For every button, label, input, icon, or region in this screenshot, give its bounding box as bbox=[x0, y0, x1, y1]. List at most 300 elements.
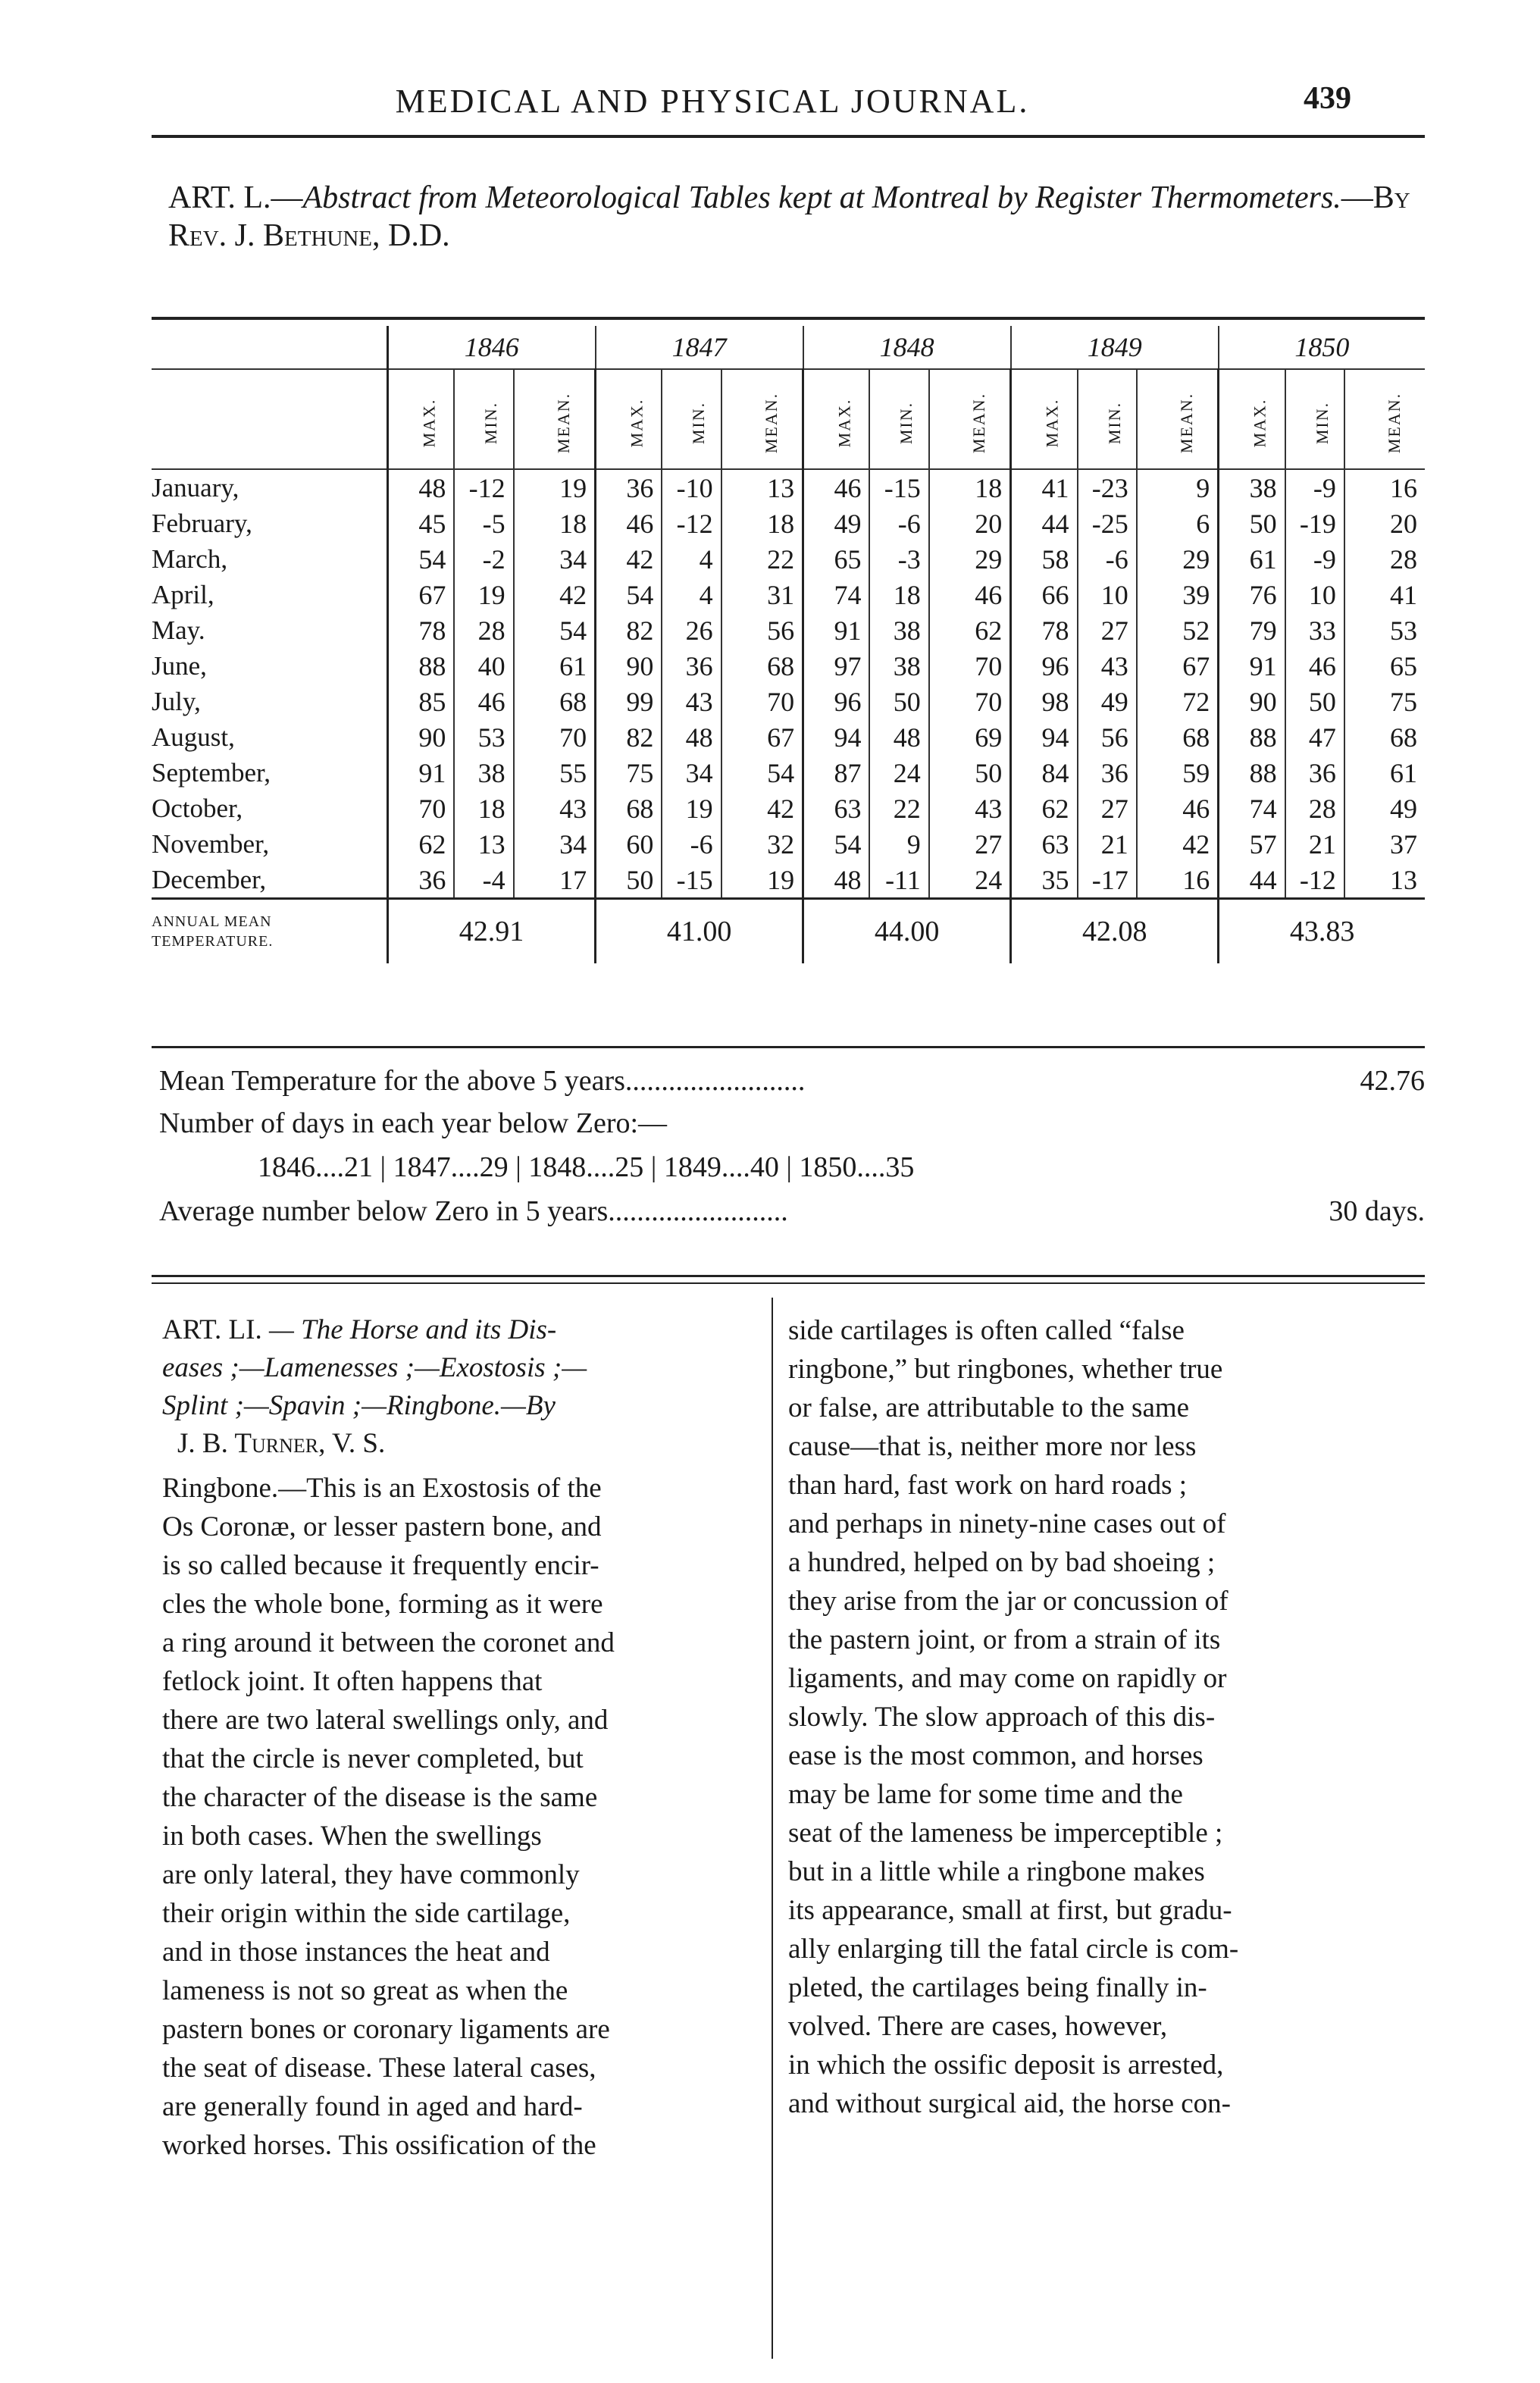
temperature-cell: -2 bbox=[454, 541, 513, 577]
temperature-cell: -6 bbox=[1078, 541, 1137, 577]
temperature-cell: 36 bbox=[662, 648, 721, 684]
annual-mean-value: 42.91 bbox=[388, 899, 596, 964]
subheader-min: MIN. bbox=[1312, 401, 1332, 445]
temperature-cell: -23 bbox=[1078, 469, 1137, 506]
text-line: Ringbone.—This is an Exostosis of the bbox=[162, 1473, 602, 1504]
month-label: March, bbox=[152, 541, 388, 577]
month-label: April, bbox=[152, 577, 388, 612]
table-corner bbox=[152, 326, 388, 369]
temperature-cell: 45 bbox=[388, 506, 455, 541]
text-line: in which the ossific deposit is arrested, bbox=[788, 2050, 1224, 2081]
temperature-cell: 39 bbox=[1137, 577, 1219, 612]
text-line: their origin within the side cartilage, bbox=[162, 1898, 571, 1929]
text-line: its appearance, small at first, but gradu- bbox=[788, 1895, 1232, 1926]
temperature-cell: 69 bbox=[929, 719, 1011, 755]
right-column bbox=[788, 1311, 1417, 2123]
temperature-cell: 68 bbox=[1390, 722, 1417, 753]
temperature-cell: 67 bbox=[388, 577, 455, 612]
temperature-cell: 44 bbox=[1219, 862, 1285, 899]
temperature-cell: 41 bbox=[1390, 579, 1417, 610]
temperature-cell: 91 bbox=[1219, 648, 1285, 684]
temperature-cell: -10 bbox=[662, 469, 721, 506]
month-row bbox=[152, 791, 1425, 826]
month-label: August, bbox=[152, 719, 388, 755]
subheader-row bbox=[152, 369, 1425, 469]
month-label: June, bbox=[152, 648, 388, 684]
temperature-cell: 18 bbox=[454, 791, 513, 826]
temperature-cell: 38 bbox=[869, 648, 928, 684]
average-below-zero-value: 30 days. bbox=[1329, 1195, 1425, 1227]
year-header: 1850 bbox=[1219, 326, 1425, 369]
temperature-cell: 76 bbox=[1219, 577, 1285, 612]
annual-mean-value: 42.08 bbox=[1011, 899, 1219, 964]
temperature-cell: 41 bbox=[1011, 469, 1078, 506]
month-row bbox=[152, 469, 1425, 506]
temperature-cell: 46 bbox=[1137, 791, 1219, 826]
temperature-cell: 96 bbox=[803, 684, 870, 719]
temperature-cell: 54 bbox=[596, 577, 662, 612]
meteorological-table bbox=[152, 326, 1425, 963]
subheader-mean: MEAN. bbox=[969, 392, 989, 454]
temperature-cell: 61 bbox=[514, 648, 596, 684]
temperature-cell: 27 bbox=[1078, 791, 1137, 826]
temperature-cell: 98 bbox=[1011, 684, 1078, 719]
temperature-cell: 4 bbox=[662, 541, 721, 577]
temperature-cell: 70 bbox=[929, 648, 1011, 684]
temperature-cell: 47 bbox=[1285, 719, 1344, 755]
temperature-cell: 75 bbox=[596, 755, 662, 791]
temperature-cell: 34 bbox=[662, 755, 721, 791]
temperature-cell: 29 bbox=[1137, 541, 1219, 577]
temperature-cell: 34 bbox=[514, 541, 596, 577]
temperature-cell: 49 bbox=[1078, 684, 1137, 719]
temperature-cell: 97 bbox=[803, 648, 870, 684]
month-label: July, bbox=[152, 684, 388, 719]
average-below-zero-line: Average number below Zero in 5 years......................... 30 days. bbox=[159, 1195, 1425, 1227]
temperature-cell: -6 bbox=[869, 506, 928, 541]
temperature-cell: 43 bbox=[514, 791, 596, 826]
temperature-cell: 94 bbox=[1011, 719, 1078, 755]
text-line: in both cases. When the swellings bbox=[162, 1821, 542, 1852]
year-header: 1848 bbox=[803, 326, 1011, 369]
temperature-cell: 16 bbox=[1137, 862, 1219, 899]
temperature-cell: 34 bbox=[514, 826, 596, 862]
temperature-cell: 46 bbox=[929, 577, 1011, 612]
text-line: worked horses. This ossification of the bbox=[162, 2130, 596, 2161]
temperature-cell: 91 bbox=[388, 755, 455, 791]
temperature-cell: 54 bbox=[514, 612, 596, 648]
temperature-cell: 27 bbox=[929, 826, 1011, 862]
text-line: side cartilages is often called “false bbox=[788, 1315, 1185, 1346]
temperature-cell: -4 bbox=[454, 862, 513, 899]
month-row bbox=[152, 862, 1425, 899]
temperature-cell: 53 bbox=[454, 719, 513, 755]
temperature-cell: 53 bbox=[1390, 615, 1417, 646]
temperature-cell: 91 bbox=[803, 612, 870, 648]
temperature-cell: 46 bbox=[1285, 648, 1344, 684]
temperature-cell: 42 bbox=[514, 577, 596, 612]
text-line: ally enlarging till the fatal circle is com- bbox=[788, 1934, 1239, 1965]
temperature-cell: 28 bbox=[454, 612, 513, 648]
temperature-cell: 18 bbox=[869, 577, 928, 612]
text-line: than hard, fast work on hard roads ; bbox=[788, 1470, 1188, 1501]
temperature-cell: 82 bbox=[596, 719, 662, 755]
temperature-cell: 6 bbox=[1137, 506, 1219, 541]
temperature-cell: 58 bbox=[1011, 541, 1078, 577]
temperature-cell: 28 bbox=[1390, 543, 1417, 575]
temperature-cell: 48 bbox=[869, 719, 928, 755]
temperature-cell: 36 bbox=[596, 469, 662, 506]
temperature-cell: 48 bbox=[388, 469, 455, 506]
temperature-cell: -19 bbox=[1285, 506, 1344, 541]
subheader-min: MIN. bbox=[689, 401, 709, 445]
temperature-cell: 57 bbox=[1219, 826, 1285, 862]
temperature-cell: 31 bbox=[721, 577, 803, 612]
temperature-cell: 82 bbox=[596, 612, 662, 648]
temperature-cell: 54 bbox=[803, 826, 870, 862]
temperature-cell: 13 bbox=[721, 469, 803, 506]
temperature-cell: 65 bbox=[1390, 650, 1417, 681]
subheader-max: MAX. bbox=[834, 398, 854, 448]
temperature-cell: -12 bbox=[662, 506, 721, 541]
month-row bbox=[152, 577, 1425, 612]
text-line: pleted, the cartilages being finally in- bbox=[788, 1972, 1207, 2003]
month-rows bbox=[152, 469, 1425, 899]
temperature-cell: 42 bbox=[1137, 826, 1219, 862]
annual-mean-value: 44.00 bbox=[803, 899, 1011, 964]
temperature-cell: 60 bbox=[596, 826, 662, 862]
temperature-cell: 20 bbox=[929, 506, 1011, 541]
temperature-cell: 13 bbox=[454, 826, 513, 862]
text-line: lameness is not so great as when the bbox=[162, 1975, 568, 2006]
temperature-cell: -15 bbox=[662, 862, 721, 899]
text-line: are generally found in aged and hard- bbox=[162, 2091, 583, 2122]
temperature-cell: 50 bbox=[869, 684, 928, 719]
subheader-mean: MEAN. bbox=[761, 392, 781, 454]
temperature-cell: 38 bbox=[454, 755, 513, 791]
temperature-cell: 42 bbox=[596, 541, 662, 577]
temperature-cell: 38 bbox=[1219, 469, 1285, 506]
column-divider bbox=[772, 1298, 773, 2359]
article-50-byline: By Rev. J. Bethune, D.D. bbox=[168, 180, 1410, 253]
month-row bbox=[152, 506, 1425, 541]
temperature-cell: 28 bbox=[1285, 791, 1344, 826]
temperature-cell: 46 bbox=[803, 469, 870, 506]
days-below-zero-by-year: 1846....21 | 1847....29 | 1848....25 | 1849....40 | 1850....35 bbox=[258, 1151, 915, 1183]
temperature-cell: 63 bbox=[1011, 826, 1078, 862]
temperature-cell: 61 bbox=[1390, 757, 1417, 788]
year-header: 1847 bbox=[596, 326, 803, 369]
right-column-body bbox=[788, 1311, 1417, 2123]
temperature-cell: 68 bbox=[596, 791, 662, 826]
temperature-cell: 79 bbox=[1219, 612, 1285, 648]
annual-mean-row bbox=[152, 899, 1425, 964]
temperature-cell: 94 bbox=[803, 719, 870, 755]
text-line: pastern bones or coronary ligaments are bbox=[162, 2014, 610, 2045]
temperature-cell: 10 bbox=[1285, 577, 1344, 612]
temperature-cell: 66 bbox=[1011, 577, 1078, 612]
temperature-cell: -5 bbox=[454, 506, 513, 541]
temperature-cell: 90 bbox=[596, 648, 662, 684]
temperature-cell: 36 bbox=[1285, 755, 1344, 791]
temperature-cell: 46 bbox=[596, 506, 662, 541]
subheader-max: MAX. bbox=[1042, 398, 1062, 448]
text-line: and perhaps in ninety-nine cases out of bbox=[788, 1508, 1226, 1539]
temperature-cell: 72 bbox=[1137, 684, 1219, 719]
temperature-cell: 85 bbox=[388, 684, 455, 719]
article-50-heading: ART. L.—Abstract from Meteorological Tables kept at Montreal by Register Thermometers.—By Rev. J. Bethune, D.D. bbox=[168, 180, 1410, 253]
temperature-cell: 56 bbox=[1078, 719, 1137, 755]
month-row bbox=[152, 755, 1425, 791]
temperature-cell: 24 bbox=[869, 755, 928, 791]
temperature-cell: 49 bbox=[1390, 793, 1417, 824]
temperature-cell: 54 bbox=[721, 755, 803, 791]
section-rule-2 bbox=[152, 1282, 1425, 1284]
temperature-cell: 55 bbox=[514, 755, 596, 791]
temperature-cell: 68 bbox=[514, 684, 596, 719]
temperature-cell: 36 bbox=[1078, 755, 1137, 791]
temperature-cell: -6 bbox=[662, 826, 721, 862]
text-line: and in those instances the heat and bbox=[162, 1937, 550, 1968]
text-line: a hundred, helped on by bad shoeing ; bbox=[788, 1547, 1216, 1578]
temperature-cell: 87 bbox=[803, 755, 870, 791]
temperature-cell: 67 bbox=[721, 719, 803, 755]
temperature-cell: 48 bbox=[803, 862, 870, 899]
text-line: ease is the most common, and horses bbox=[788, 1740, 1204, 1771]
temperature-cell: 37 bbox=[1390, 828, 1417, 860]
year-header: 1849 bbox=[1011, 326, 1219, 369]
temperature-cell: 68 bbox=[721, 648, 803, 684]
subheader-mean: MEAN. bbox=[1384, 392, 1404, 454]
section-rule-1 bbox=[152, 1275, 1425, 1277]
temperature-cell: 9 bbox=[1137, 469, 1219, 506]
temperature-cell: 24 bbox=[929, 862, 1011, 899]
subheader-max: MAX. bbox=[1250, 398, 1269, 448]
text-line: slowly. The slow approach of this dis- bbox=[788, 1702, 1216, 1733]
table-bottom-rule bbox=[152, 1046, 1425, 1048]
temperature-cell: 19 bbox=[721, 862, 803, 899]
temperature-cell: -12 bbox=[1285, 862, 1344, 899]
text-line: may be lame for some time and the bbox=[788, 1779, 1183, 1810]
temperature-cell: 49 bbox=[803, 506, 870, 541]
temperature-cell: 19 bbox=[514, 469, 596, 506]
temperature-cell: 84 bbox=[1011, 755, 1078, 791]
annual-mean-value: 43.83 bbox=[1219, 899, 1425, 964]
temperature-cell: 44 bbox=[1011, 506, 1078, 541]
temperature-cell: 62 bbox=[1011, 791, 1078, 826]
temperature-cell: 22 bbox=[869, 791, 928, 826]
month-label: November, bbox=[152, 826, 388, 862]
temperature-cell: 78 bbox=[388, 612, 455, 648]
temperature-cell: 63 bbox=[803, 791, 870, 826]
month-label: May. bbox=[152, 612, 388, 648]
temperature-cell: 50 bbox=[1285, 684, 1344, 719]
temperature-cell: 26 bbox=[662, 612, 721, 648]
running-header-title: MEDICAL AND PHYSICAL JOURNAL. bbox=[395, 83, 1030, 120]
temperature-cell: 4 bbox=[662, 577, 721, 612]
subheader-max: MAX. bbox=[418, 398, 438, 448]
temperature-cell: 50 bbox=[596, 862, 662, 899]
temperature-cell: -12 bbox=[454, 469, 513, 506]
temperature-cell: 46 bbox=[454, 684, 513, 719]
temperature-cell: 65 bbox=[803, 541, 870, 577]
temperature-cell: 29 bbox=[929, 541, 1011, 577]
temperature-cell: 56 bbox=[721, 612, 803, 648]
temperature-cell: -17 bbox=[1078, 862, 1137, 899]
temperature-cell: 22 bbox=[721, 541, 803, 577]
temperature-cell: -9 bbox=[1285, 541, 1344, 577]
text-line: they arise from the jar or concussion of bbox=[788, 1586, 1229, 1617]
mean-temperature-value: 42.76 bbox=[1360, 1065, 1425, 1097]
temperature-cell: 21 bbox=[1078, 826, 1137, 862]
text-line: the pastern joint, or from a strain of its bbox=[788, 1624, 1221, 1655]
temperature-cell: 50 bbox=[1219, 506, 1285, 541]
temperature-cell: 78 bbox=[1011, 612, 1078, 648]
article-51-heading: ART. LI. — The Horse and its Dis- eases ;—Lamenesses ;—Exostosis ;— Splint ;—Spavin ;—Ringbone.—By J. B. Turner, V. S. bbox=[162, 1314, 587, 1459]
text-line: ringbone,” but ringbones, whether true bbox=[788, 1354, 1223, 1385]
temperature-cell: 33 bbox=[1285, 612, 1344, 648]
text-line: cles the whole bone, forming as it were bbox=[162, 1589, 603, 1620]
temperature-cell: 18 bbox=[721, 506, 803, 541]
temperature-cell: 18 bbox=[929, 469, 1011, 506]
temperature-cell: 27 bbox=[1078, 612, 1137, 648]
temperature-cell: 88 bbox=[1219, 719, 1285, 755]
annual-mean-label: ANNUAL MEAN TEMPERATURE. bbox=[152, 899, 388, 964]
month-row bbox=[152, 648, 1425, 684]
temperature-cell: 19 bbox=[662, 791, 721, 826]
temperature-cell: 38 bbox=[869, 612, 928, 648]
subheader-max: MAX. bbox=[626, 398, 646, 448]
month-row bbox=[152, 541, 1425, 577]
month-label: September, bbox=[152, 755, 388, 791]
subheader-mean: MEAN. bbox=[553, 392, 573, 454]
article-51-author: J. B. Turner, V. S. bbox=[177, 1428, 386, 1459]
text-line: or false, are attributable to the same bbox=[788, 1392, 1190, 1423]
text-line: ligaments, and may come on rapidly or bbox=[788, 1663, 1227, 1694]
temperature-cell: 20 bbox=[1390, 508, 1417, 539]
subheader-min: MIN. bbox=[897, 401, 916, 445]
article-50-label: ART. L. bbox=[168, 180, 271, 215]
text-line: cause—that is, neither more nor less bbox=[788, 1431, 1197, 1462]
temperature-cell: 96 bbox=[1011, 648, 1078, 684]
temperature-cell: 43 bbox=[1078, 648, 1137, 684]
temperature-cell: 9 bbox=[869, 826, 928, 862]
text-line: is so called because it frequently encir- bbox=[162, 1550, 599, 1581]
text-line: Os Coronæ, or lesser pastern bone, and bbox=[162, 1511, 602, 1542]
temperature-cell: 21 bbox=[1285, 826, 1344, 862]
month-label: February, bbox=[152, 506, 388, 541]
temperature-cell: 70 bbox=[388, 791, 455, 826]
temperature-cell: 67 bbox=[1137, 648, 1219, 684]
text-line: and without surgical aid, the horse con- bbox=[788, 2088, 1231, 2119]
temperature-cell: 90 bbox=[1219, 684, 1285, 719]
month-row bbox=[152, 684, 1425, 719]
temperature-cell: 62 bbox=[929, 612, 1011, 648]
year-header-row bbox=[152, 326, 1425, 369]
month-row bbox=[152, 719, 1425, 755]
text-line: that the circle is never completed, but bbox=[162, 1743, 584, 1774]
days-below-zero-label: Number of days in each year below Zero:— bbox=[159, 1107, 668, 1139]
temperature-cell: 50 bbox=[929, 755, 1011, 791]
month-row bbox=[152, 826, 1425, 862]
temperature-cell: 16 bbox=[1390, 472, 1417, 503]
text-line: there are two lateral swellings only, and bbox=[162, 1705, 609, 1736]
temperature-cell: -3 bbox=[869, 541, 928, 577]
table-top-rule bbox=[152, 317, 1425, 320]
temperature-cell: 75 bbox=[1390, 686, 1417, 717]
temperature-cell: -15 bbox=[869, 469, 928, 506]
temperature-cell: -11 bbox=[869, 862, 928, 899]
temperature-cell: 42 bbox=[721, 791, 803, 826]
month-label: October, bbox=[152, 791, 388, 826]
temperature-cell: 43 bbox=[662, 684, 721, 719]
text-line: are only lateral, they have commonly bbox=[162, 1859, 580, 1890]
temperature-cell: 59 bbox=[1137, 755, 1219, 791]
text-line: seat of the lameness be imperceptible ; bbox=[788, 1818, 1223, 1849]
text-line: but in a little while a ringbone makes bbox=[788, 1856, 1205, 1887]
temperature-cell: 10 bbox=[1078, 577, 1137, 612]
temperature-cell: 54 bbox=[388, 541, 455, 577]
temperature-cell: 74 bbox=[1219, 791, 1285, 826]
text-line: a ring around it between the coronet and bbox=[162, 1627, 615, 1658]
temperature-cell: 70 bbox=[929, 684, 1011, 719]
annual-mean-value: 41.00 bbox=[596, 899, 803, 964]
temperature-cell: 43 bbox=[929, 791, 1011, 826]
temperature-cell: 32 bbox=[721, 826, 803, 862]
temperature-cell: 70 bbox=[514, 719, 596, 755]
temperature-cell: -9 bbox=[1285, 469, 1344, 506]
temperature-cell: 74 bbox=[803, 577, 870, 612]
subheader-min: MIN. bbox=[1104, 401, 1124, 445]
page-number: 439 bbox=[1304, 81, 1351, 116]
temperature-cell: 36 bbox=[388, 862, 455, 899]
temperature-cell: 68 bbox=[1137, 719, 1219, 755]
text-line: fetlock joint. It often happens that bbox=[162, 1666, 543, 1697]
subheader-mean: MEAN. bbox=[1177, 392, 1197, 454]
temperature-cell: 48 bbox=[662, 719, 721, 755]
article-51-label: ART. LI. bbox=[162, 1314, 262, 1345]
month-label: January, bbox=[152, 469, 388, 506]
text-line: the seat of disease. These lateral cases, bbox=[162, 2053, 596, 2084]
temperature-cell: 13 bbox=[1390, 864, 1417, 895]
month-row bbox=[152, 612, 1425, 648]
temperature-cell: 61 bbox=[1219, 541, 1285, 577]
temperature-cell: 99 bbox=[596, 684, 662, 719]
header-rule bbox=[152, 135, 1425, 138]
month-label: December, bbox=[152, 862, 388, 899]
subheader-min: MIN. bbox=[481, 401, 501, 445]
left-column-body bbox=[162, 1469, 761, 2165]
temperature-cell: 62 bbox=[388, 826, 455, 862]
temperature-cell: 17 bbox=[514, 862, 596, 899]
text-line: volved. There are cases, however, bbox=[788, 2011, 1168, 2042]
temperature-cell: 35 bbox=[1011, 862, 1078, 899]
left-column bbox=[162, 1311, 761, 2165]
temperature-cell: 88 bbox=[1219, 755, 1285, 791]
temperature-cell: 88 bbox=[388, 648, 455, 684]
temperature-cell: 18 bbox=[514, 506, 596, 541]
temperature-cell: 40 bbox=[454, 648, 513, 684]
temperature-cell: 70 bbox=[721, 684, 803, 719]
temperature-cell: 52 bbox=[1137, 612, 1219, 648]
year-header: 1846 bbox=[388, 326, 596, 369]
temperature-cell: 19 bbox=[454, 577, 513, 612]
temperature-cell: -25 bbox=[1078, 506, 1137, 541]
mean-temperature-line: Mean Temperature for the above 5 years......................... 42.76 bbox=[159, 1065, 1425, 1097]
text-line: the character of the disease is the same bbox=[162, 1782, 598, 1813]
article-50-title: Abstract from Meteorological Tables kept at Montreal by Register Thermometers. bbox=[302, 180, 1341, 215]
temperature-cell: 90 bbox=[388, 719, 455, 755]
